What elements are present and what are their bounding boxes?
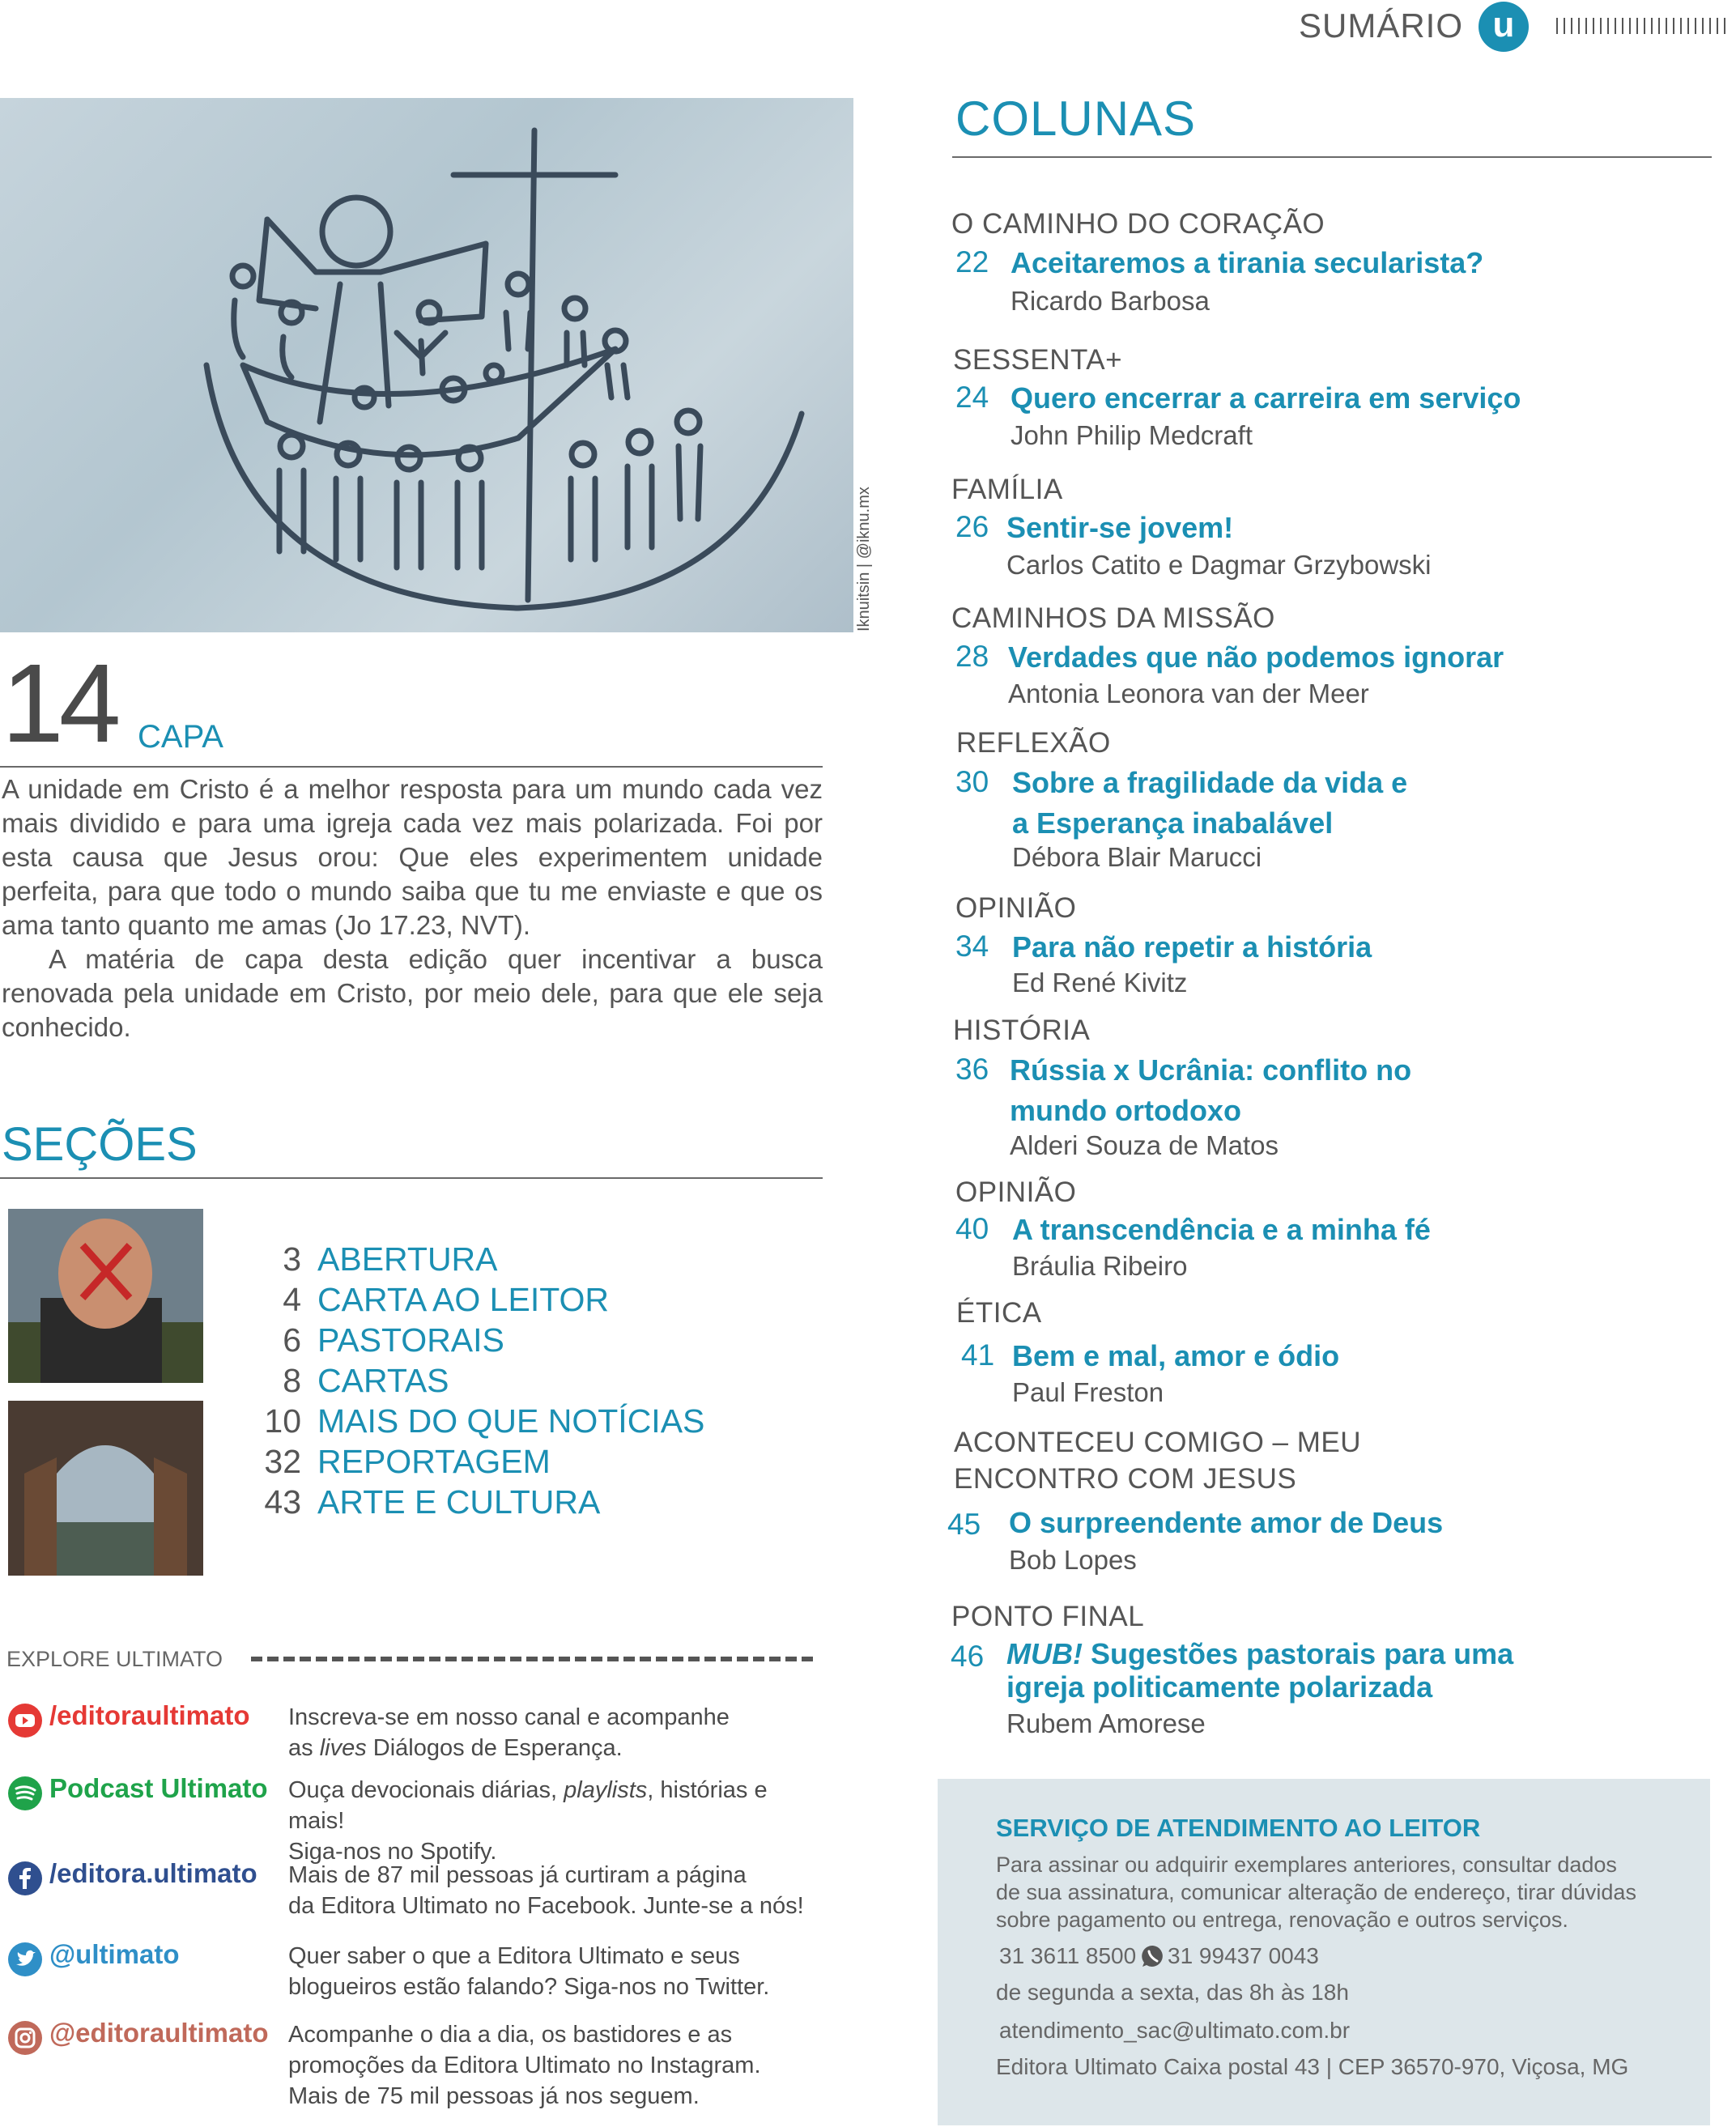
- secao-item[interactable]: [235, 1441, 802, 1482]
- coluna-page: 46: [951, 1640, 985, 1673]
- section-header-label: SUMÁRIO: [1299, 6, 1464, 45]
- explore-desc-part: Ouça devocionais diárias,: [288, 1777, 564, 1803]
- coluna-section: OPINIÃO: [955, 892, 1077, 924]
- coluna-page: 22: [955, 245, 989, 279]
- coluna-article-title[interactable]: O surpreendente amor de Deus: [1009, 1506, 1444, 1539]
- secao-page: 3: [283, 1240, 301, 1278]
- coluna-title-emphasis: MUB!: [1006, 1637, 1083, 1670]
- secao-page: 6: [283, 1321, 301, 1359]
- explore-description: [288, 1775, 806, 1867]
- coluna-page: 45: [947, 1508, 981, 1541]
- coluna-author: Débora Blair Marucci: [1012, 842, 1262, 872]
- capa-summary: [2, 772, 823, 1044]
- coluna-article-title[interactable]: Bem e mal, amor e ódio: [1012, 1339, 1340, 1372]
- explore-desc-line: Siga-nos no Spotify.: [288, 1839, 497, 1865]
- explore-desc-line: promoções da Editora Ultimato no Instagram.: [288, 2053, 761, 2078]
- instagram-icon: [8, 2021, 42, 2055]
- cover-credit: Iknuitsin | @iknu.mx: [855, 487, 873, 632]
- explore-handle[interactable]: /editora.ultimato: [49, 1858, 257, 1888]
- coluna-section: OPINIÃO: [955, 1176, 1077, 1208]
- secao-page: 10: [264, 1402, 301, 1440]
- photo-hand-stop: [8, 1209, 203, 1383]
- coluna-article-title[interactable]: Sobre a fragilidade da vida e: [1012, 766, 1408, 799]
- explore-desc-emphasis: playlists: [564, 1777, 648, 1803]
- whatsapp-icon: [1140, 1943, 1166, 1969]
- coluna-article-title[interactable]: Sentir-se jovem!: [1006, 511, 1234, 544]
- cover-drawing: [0, 98, 853, 632]
- explore-desc-line: Quer saber o que a Editora Ultimato e seus: [288, 1943, 740, 1969]
- explore-desc-part: , histórias e mais!: [288, 1777, 768, 1834]
- coluna-article-title[interactable]: Para não repetir a história: [1012, 930, 1372, 964]
- secao-page: 32: [264, 1443, 301, 1480]
- explore-handle[interactable]: @ultimato: [49, 1939, 180, 1969]
- coluna-author: Ed René Kivitz: [1012, 968, 1188, 998]
- service-address: Editora Ultimato Caixa postal 43 | CEP 36570-970, Viçosa, MG: [996, 2054, 1629, 2079]
- coluna-page: 40: [955, 1212, 989, 1245]
- explore-desc-part: Diálogos de Esperança.: [366, 1735, 623, 1761]
- coluna-author: Carlos Catito e Dagmar Grzybowski: [1006, 550, 1432, 580]
- explore-description: [288, 2019, 806, 2112]
- header-tick-ornament: [1556, 18, 1731, 34]
- coluna-page: 24: [955, 381, 989, 414]
- coluna-section: ACONTECEU COMIGO – MEU: [954, 1427, 1361, 1458]
- explore-desc-line: Mais de 87 mil pessoas já curtiram a página: [288, 1862, 747, 1888]
- secao-item[interactable]: [235, 1482, 802, 1522]
- coluna-article-title[interactable]: Rússia x Ucrânia: conflito no: [1010, 1053, 1412, 1087]
- coluna-page: 30: [955, 765, 989, 798]
- coluna-section: FAMÍLIA: [951, 474, 1063, 505]
- coluna-title-rest: Sugestões pastorais para uma: [1082, 1637, 1514, 1670]
- colunas-divider: [952, 156, 1712, 158]
- coluna-section: SESSENTA+: [953, 344, 1123, 376]
- capa-page-number: 14: [2, 641, 117, 766]
- service-email[interactable]: atendimento_sac@ultimato.com.br: [999, 2018, 1351, 2043]
- photo-open-window: [8, 1401, 203, 1576]
- secao-label: ABERTURA: [317, 1240, 498, 1278]
- coluna-section: CAMINHOS DA MISSÃO: [951, 602, 1275, 634]
- secao-label: PASTORAIS: [317, 1321, 504, 1359]
- service-phone[interactable]: 31 3611 8500: [999, 1943, 1137, 1968]
- explore-handle[interactable]: @editoraultimato: [49, 2018, 269, 2048]
- colunas-title: COLUNAS: [955, 91, 1197, 146]
- service-title: SERVIÇO DE ATENDIMENTO AO LEITOR: [996, 1814, 1481, 1842]
- coluna-author: Antonia Leonora van der Meer: [1008, 679, 1369, 708]
- secao-item[interactable]: [235, 1239, 802, 1279]
- secoes-title: SEÇÕES: [2, 1118, 198, 1171]
- secao-label: MAIS DO QUE NOTÍCIAS: [317, 1402, 705, 1440]
- coluna-section: REFLEXÃO: [956, 727, 1111, 759]
- explore-description: [288, 1702, 806, 1763]
- coluna-page: 41: [961, 1338, 995, 1372]
- service-hours: de segunda a sexta, das 8h às 18h: [996, 1980, 1349, 2005]
- coluna-author: Paul Freston: [1012, 1377, 1164, 1407]
- coluna-article-title-line2[interactable]: igreja politicamente polarizada: [1006, 1670, 1433, 1704]
- ultimato-logo: u: [1479, 2, 1529, 52]
- secoes-divider: [0, 1177, 823, 1179]
- coluna-section: O CAMINHO DO CORAÇÃO: [951, 208, 1325, 240]
- explore-description: [288, 1941, 806, 2002]
- secao-item[interactable]: [235, 1360, 802, 1401]
- secoes-list: [235, 1239, 802, 1522]
- coluna-section: ÉTICA: [956, 1297, 1042, 1329]
- coluna-article-title-line2[interactable]: mundo ortodoxo: [1010, 1094, 1241, 1127]
- secao-label: REPORTAGEM: [317, 1443, 551, 1480]
- secao-item[interactable]: [235, 1279, 802, 1320]
- coluna-author: John Philip Medcraft: [1011, 420, 1253, 450]
- explore-desc-emphasis: lives: [319, 1735, 367, 1761]
- capa-paragraph: A matéria de capa desta edição quer incentivar a busca renovada pela unidade em Cristo, por meio dele, para que ele seja conhecido.: [2, 944, 823, 1042]
- explore-handle[interactable]: /editoraultimato: [49, 1700, 250, 1730]
- explore-handle[interactable]: Podcast Ultimato: [49, 1773, 268, 1803]
- secao-item[interactable]: [235, 1401, 802, 1441]
- coluna-article-title-line2[interactable]: a Esperança inabalável: [1012, 806, 1334, 840]
- coluna-author: Ricardo Barbosa: [1011, 286, 1210, 316]
- secao-page: 43: [264, 1483, 301, 1521]
- coluna-article-title[interactable]: Quero encerrar a carreira em serviço: [1011, 381, 1521, 415]
- secao-page: 8: [283, 1362, 301, 1399]
- coluna-section: PONTO FINAL: [951, 1601, 1145, 1632]
- explore-desc-part: as: [288, 1735, 320, 1761]
- explore-title: EXPLORE ULTIMATO: [6, 1647, 223, 1671]
- coluna-author: Alderi Souza de Matos: [1010, 1130, 1279, 1160]
- explore-description: [288, 1860, 806, 1921]
- service-whatsapp[interactable]: 31 99437 0043: [1168, 1943, 1319, 1968]
- secao-label: CARTA AO LEITOR: [317, 1281, 610, 1318]
- coluna-author: Bob Lopes: [1009, 1545, 1137, 1575]
- youtube-icon: [8, 1704, 42, 1738]
- secao-label: ARTE E CULTURA: [317, 1483, 601, 1521]
- facebook-icon: [8, 1861, 42, 1895]
- capa-paragraph: A unidade em Cristo é a melhor resposta para um mundo cada vez mais dividido e para uma igreja cada vez mais polarizada. Foi por esta causa que Jesus orou: Que eles experimentem unidade perfeita, para que todo o mundo saiba que tu me enviaste e que os ama tanto quanto me amas (Jo 17.23, NVT).: [2, 774, 823, 940]
- capa-title[interactable]: CAPA: [138, 719, 223, 755]
- secao-page: 4: [283, 1281, 301, 1318]
- coluna-article-title[interactable]: Aceitaremos a tirania secularista?: [1011, 246, 1484, 279]
- coluna-author: Bráulia Ribeiro: [1012, 1251, 1188, 1281]
- coluna-page: 34: [955, 929, 989, 963]
- explore-desc-line: Mais de 75 mil pessoas já nos seguem.: [288, 2083, 700, 2109]
- service-description: Para assinar ou adquirir exemplares anteriores, consultar dados de sua assinatura, comunicar alteração de endereço, tirar dúvidas sobre pagamento ou entrega, renovação e outros serviços.: [996, 1853, 1636, 1932]
- explore-desc-line: da Editora Ultimato no Facebook. Junte-se a nós!: [288, 1893, 804, 1919]
- explore-desc-line: blogueiros estão falando? Siga-nos no Twitter.: [288, 1974, 770, 2000]
- coluna-section: HISTÓRIA: [953, 1015, 1091, 1046]
- explore-desc-line: Acompanhe o dia a dia, os bastidores e as: [288, 2022, 733, 2048]
- coluna-page: 36: [955, 1053, 989, 1086]
- coluna-page: 26: [955, 510, 989, 543]
- secao-label: CARTAS: [317, 1362, 449, 1399]
- coluna-page: 28: [955, 640, 989, 673]
- capa-divider: [0, 766, 823, 768]
- coluna-article-title[interactable]: A transcendência e a minha fé: [1012, 1213, 1431, 1246]
- twitter-icon: [8, 1942, 42, 1976]
- coluna-section-line2: ENCONTRO COM JESUS: [954, 1463, 1297, 1495]
- explore-desc-line: Inscreva-se em nosso canal e acompanhe: [288, 1704, 730, 1730]
- coluna-article-title[interactable]: Verdades que não podemos ignorar: [1008, 640, 1504, 674]
- secao-item[interactable]: [235, 1320, 802, 1360]
- explore-dashed-rule: [251, 1657, 818, 1661]
- cover-illustration: [0, 98, 853, 632]
- coluna-author: Rubem Amorese: [1006, 1708, 1206, 1738]
- spotify-icon: [8, 1776, 42, 1810]
